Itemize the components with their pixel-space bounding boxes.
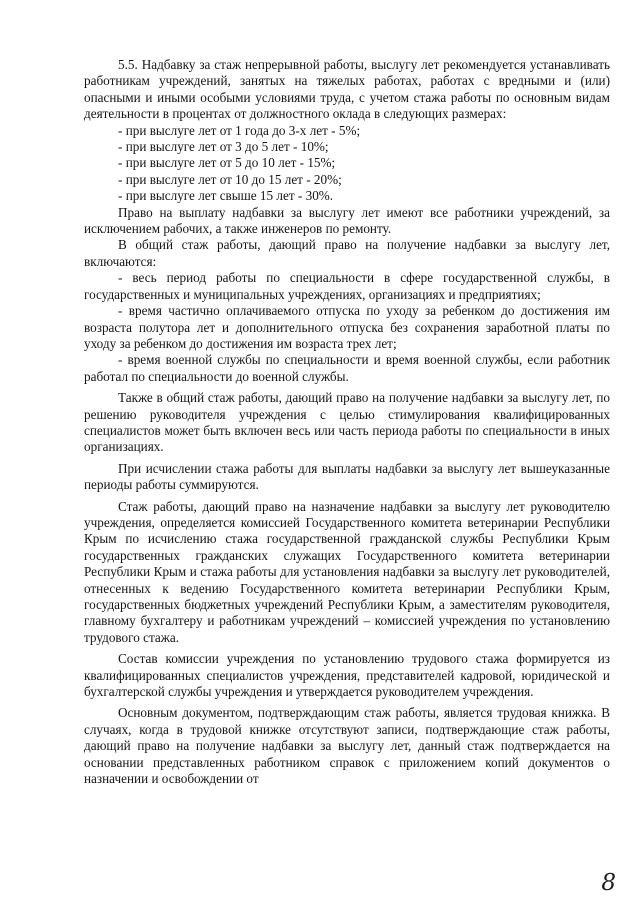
rate-item-2: - при выслуге лет от 3 до 5 лет - 10%; (118, 139, 329, 155)
paragraph-5-5: 5.5. Надбавку за стаж непрерывной работы, выслугу лет рекомендуется устанавливать работникам учреждений, занятых на тяжелых работах, работах с вредными и (или) опасными и иными особыми условиями труда, с учетом стажа работы по основным видам деятельности в процентах от должностного оклада в следующих размерах: (84, 57, 610, 122)
rate-item-4: - при выслуге лет от 10 до 15 лет - 20%; (118, 171, 342, 187)
total-service-paragraph: В общий стаж работы, дающий право на получение надбавки за выслугу лет, включаются: (84, 237, 610, 269)
additional-service-paragraph: Также в общий стаж работы, дающий право на получение надбавки за выслугу лет, по решению руководителя учреждения с целью стимулирования квалифицированных специалистов может быть включен весь или часть периода работы по специальности в иных организациях. (84, 390, 610, 455)
included-item-3: - время военной службы по специальности и время военной службы, если работник работал по специальности до военной службы. (84, 352, 610, 384)
document-proof-paragraph: Основным документом, подтверждающим стаж работы, является трудовая книжка. В случаях, когда в трудовой книжке отсутствуют записи, подтверждающие стаж работы, дающий право на получение надбавки за выслугу лет, данный стаж подтверждается на основании представленных работником справок с приложением копий документов о назначении и освобождении от (84, 705, 610, 787)
rate-item-3: - при выслуге лет от 5 до 10 лет - 15%; (118, 155, 336, 171)
included-item-2: - время частично оплачиваемого отпуска по уходу за ребенком до достижения им возраста полутора лет и дополнительного отпуска без сохранения заработной платы по уходу за ребенком до достижения им возраста трех лет; (84, 303, 610, 351)
included-item-1: - весь период работы по специальности в сфере государственной службы, в государственных и муниципальных учреждениях, организациях и предприятиях; (84, 270, 610, 302)
rate-item-5: - при выслуге лет свыше 15 лет - 30%. (118, 188, 334, 204)
eligibility-paragraph: Право на выплату надбавки за выслугу лет имеют все работники учреждений, за исключением рабочих, а также инженеров по ремонту. (84, 204, 610, 237)
page-number: 8 (601, 870, 616, 896)
head-service-paragraph: Стаж работы, дающий право на назначение надбавки за выслугу лет руководителю учреждения, определяется комиссией Государственного комитета ветеринарии Республики Крым по исчислению стажа государственной гражданской службы Республики Крым государственных гражданских служащих Государственного комитета ветеринарии Республики Крым и стажа работы для установления надбавки за выслугу лет руководителей, отнесенных к ведению Государственного комитета ветеринарии Республики Крым, государственных бюджетных учреждений Республики Крым, а заместителям руководителя, главному бухгалтеру и работникам учреждений – комиссией учреждения по установлению трудового стажа. (84, 498, 610, 645)
rate-item-1: - при выслуге лет от 1 года до 3-х лет - 5%; (118, 122, 361, 138)
commission-paragraph: Состав комиссии учреждения по установлению трудового стажа формируется из квалифицированных специалистов учреждения, представителей кадровой, юридической и бухгалтерской службы учреждения и утверждается руководителем учреждения. (84, 651, 610, 700)
summation-paragraph: При исчислении стажа работы для выплаты надбавки за выслугу лет вышеуказанные периоды работы суммируются. (84, 460, 610, 493)
